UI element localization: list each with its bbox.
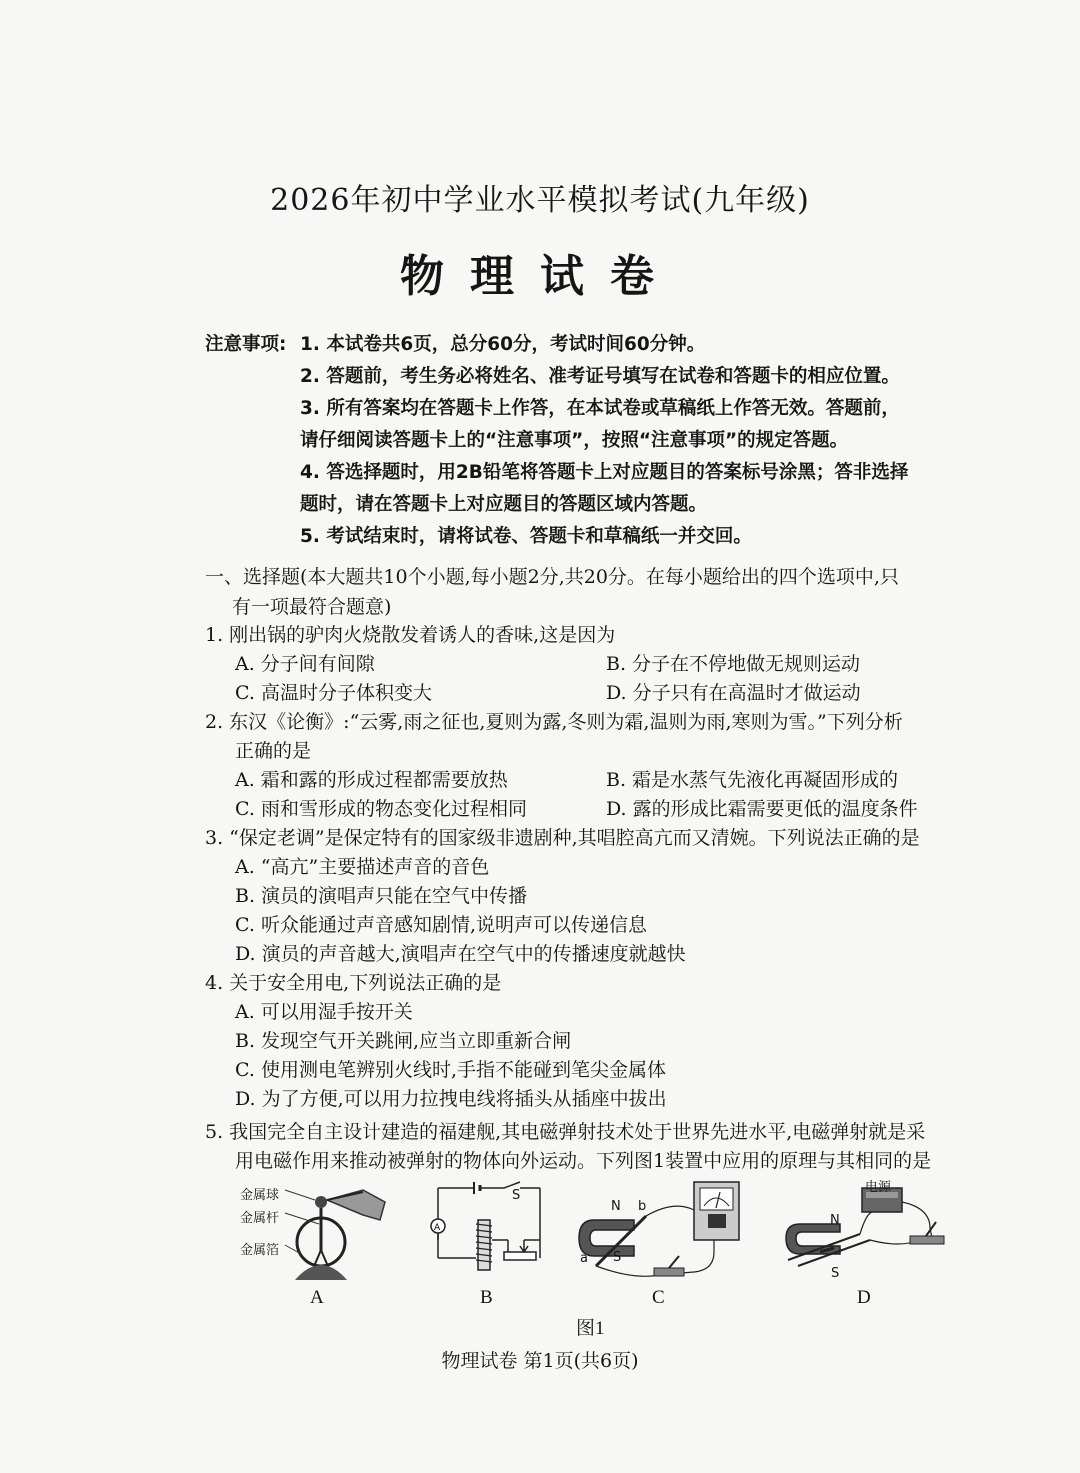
page-footer: 物理试卷 第1页(共6页) xyxy=(441,1350,639,1372)
label-power-source: 电源 xyxy=(865,1180,892,1195)
question-3-stem: 3. “保定老调”是保定特有的国家级非遗剧种,其唱腔高亢而又清婉。下列说法正确的是 xyxy=(205,827,920,849)
notice-item: 4. 答选择题时，用2B铅笔将答题卡上对应题目的答案标号涂黑；答非选择 xyxy=(300,462,909,483)
question-3-option-b: B. 演员的演唱声只能在空气中传播 xyxy=(235,885,528,907)
label-s-pole: S xyxy=(831,1266,840,1281)
question-2-stem-cont: 正确的是 xyxy=(235,740,312,762)
question-1-stem: 1. 刚出锅的驴肉火烧散发着诱人的香味,这是因为 xyxy=(205,624,616,646)
label-point-b: b xyxy=(638,1199,647,1214)
question-2-option-d: D. 露的形成比霜需要更低的温度条件 xyxy=(606,798,918,820)
section-heading: 一、选择题(本大题共10个小题,每小题2分,共20分。在每小题给出的四个选项中,只 xyxy=(205,566,899,588)
label-metal-rod: 金属杆 xyxy=(240,1211,280,1226)
question-1-option-d: D. 分子只有在高温时才做运动 xyxy=(606,682,861,704)
question-5-stem-cont: 用电磁作用来推动被弹射的物体向外运动。下列图1装置中应用的原理与其相同的是 xyxy=(235,1150,932,1172)
question-4-option-c: C. 使用测电笔辨别火线时,手指不能碰到笔尖金属体 xyxy=(235,1059,666,1081)
question-3-option-a: A. “高亢”主要描述声音的音色 xyxy=(235,856,490,878)
notice-item: 1. 本试卷共6页，总分60分，考试时间60分钟。 xyxy=(300,334,706,355)
question-3-option-c: C. 听众能通过声音感知剧情,说明声可以传递信息 xyxy=(235,914,647,936)
label-switch-s: S xyxy=(512,1188,521,1203)
section-heading-cont: 有一项最符合题意) xyxy=(232,596,392,618)
question-2-stem: 2. 东汉《论衡》:“云雾,雨之征也,夏则为露,冬则为霜,温则为雨,寒则为雪。”下列分析 xyxy=(205,711,903,733)
question-1-option-c: C. 高温时分子体积变大 xyxy=(235,682,432,704)
panel-label-c: C xyxy=(652,1287,665,1308)
panel-label-d: D xyxy=(857,1287,871,1308)
notice-item: 5. 考试结束时，请将试卷、答题卡和草稿纸一并交回。 xyxy=(300,526,752,547)
notice-item: 3. 所有答案均在答题卡上作答，在本试卷或草稿纸上作答无效。答题前， xyxy=(300,398,900,419)
induction-apparatus-diagram xyxy=(574,1180,774,1280)
question-4-option-b: B. 发现空气开关跳闸,应当立即重新合闸 xyxy=(235,1030,572,1052)
panel-label-a: A xyxy=(310,1287,324,1308)
label-n-pole: N xyxy=(611,1199,621,1214)
label-s-pole: S xyxy=(613,1250,622,1265)
question-2-option-a: A. 霜和露的形成过程都需要放热 xyxy=(235,769,508,791)
panel-label-b: B xyxy=(480,1287,493,1308)
question-5-stem: 5. 我国完全自主设计建造的福建舰,其电磁弹射技术处于世界先进水平,电磁弹射就是采 xyxy=(205,1121,926,1143)
label-n-pole: N xyxy=(830,1213,840,1228)
label-metal-foil: 金属箔 xyxy=(240,1243,280,1258)
question-2-option-b: B. 霜是水蒸气先液化再凝固形成的 xyxy=(606,769,899,791)
question-4-option-d: D. 为了方便,可以用力拉拽电线将插头从插座中拔出 xyxy=(235,1088,667,1110)
label-metal-ball: 金属球 xyxy=(240,1188,280,1203)
question-3-option-d: D. 演员的声音越大,演唱声在空气中的传播速度就越快 xyxy=(235,943,686,965)
question-2-option-c: C. 雨和雪形成的物态变化过程相同 xyxy=(235,798,527,820)
question-1-option-b: B. 分子在不停地做无规则运动 xyxy=(606,653,861,675)
notice-item: 请仔细阅读答题卡上的“注意事项”，按照“注意事项”的规定答题。 xyxy=(300,430,849,451)
figure-caption: 图1 xyxy=(576,1318,605,1339)
notice-item: 题时，请在答题卡上对应题目的答题区域内答题。 xyxy=(300,494,708,515)
notice-item: 2. 答题前，考生务必将姓名、准考证号填写在试卷和答题卡的相应位置。 xyxy=(300,366,900,387)
svg-text:A: A xyxy=(434,1223,441,1233)
notice-label: 注意事项: xyxy=(205,334,287,355)
label-point-a: a xyxy=(580,1251,588,1266)
question-4-option-a: A. 可以用湿手按开关 xyxy=(235,1001,413,1023)
question-1-option-a: A. 分子间有间隙 xyxy=(235,653,375,675)
electromagnet-circuit-diagram xyxy=(428,1180,548,1280)
question-4-stem: 4. 关于安全用电,下列说法正确的是 xyxy=(205,972,502,994)
exam-title: 2026年初中学业水平模拟考试(九年级) xyxy=(270,183,810,218)
subject-title: 物理试卷 xyxy=(400,251,680,302)
